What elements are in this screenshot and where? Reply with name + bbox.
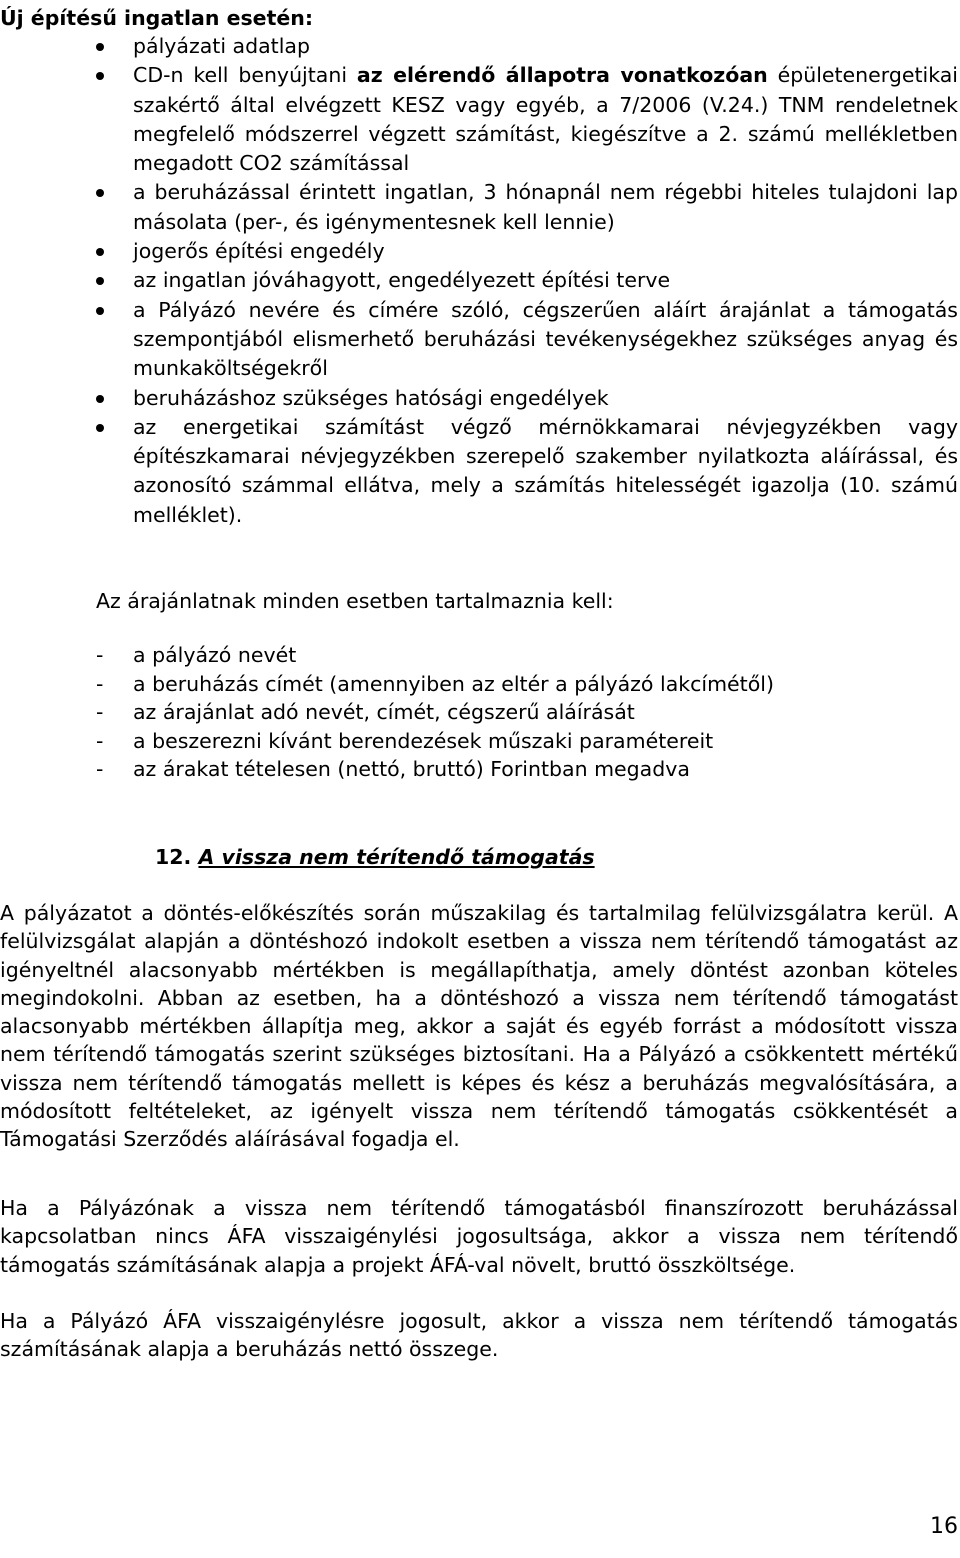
list-item-text-start: CD-n kell benyújtani	[133, 63, 357, 88]
dash-marker: -	[96, 671, 104, 696]
body-paragraph: Ha a Pályázónak a vissza nem térítendő támogatásból finanszírozott beruházással kapcsolatban nincs ÁFA visszaigénylési jogosultsága, akkor a vissza nem térítendő támogatás számításának alapja a projekt ÁFÁ-val növelt, bruttó összköltsége.	[0, 1196, 958, 1277]
bullet-icon	[96, 72, 104, 80]
list-item-text: a beruházás címét (amennyiben az eltér a pályázó lakcímétől)	[133, 671, 774, 696]
bullet-icon	[96, 43, 104, 51]
list-item	[0, 641, 960, 670]
bullet-icon	[96, 307, 104, 315]
dash-marker: -	[96, 757, 104, 781]
list-item-text: a beszerezni kívánt berendezések műszaki paramétereit	[133, 728, 714, 753]
list-item-text: az energetikai számítást végző mérnökkamarai névjegyzékben vagy építészkamarai névjegyzékben szerepelő szakember nyilatkozta aláírással, és azonosító számmal ellátva, mely a számítás hitelességét igazolja (10. számú melléklet).	[133, 414, 958, 527]
dash-marker: -	[96, 700, 104, 724]
list-item-text: beruházáshoz szükséges hatósági engedélyek	[133, 385, 609, 410]
list-item-text: az árajánlat adó nevét, címét, cégszerű aláírását	[133, 700, 635, 724]
bullet-icon	[96, 395, 104, 403]
bullet-icon	[96, 248, 104, 256]
body-paragraph: A pályázatot a döntés-előkészítés során műszakilag és tartalmilag felülvizsgálatra kerül. A felülvizsgálat alapján a döntéshozó indokolt esetben a vissza nem térítendő támogatást az igényeltnél alacsonyabb mértékben is megállapíthatja, amely döntést azonban köteles megindokolni. Abban az esetben, ha a döntéshozó a vissza nem térítendő támogatást alacsonyabb mértékben állapítja meg, akkor a saját és egyéb forrást a módosított vissza nem térítendő támogatás szerint szükséges biztosítani. Ha a Pályázó a csökkentett mértékű vissza nem térítendő támogatás mellett is képes és kész a beruházás megvalósítására, a módosított feltételeket, az igényelt vissza nem térítendő támogatás csökkentését a Támogatási Szerződés aláírásával fogadja el.	[0, 901, 958, 1152]
section-number: 12.	[155, 845, 192, 869]
list-item-text-end: épületenergetikai szakértő által elvégzett KESZ vagy egyéb, a 7/2006 (V.24.) TNM rendeletnek megfelelő módszerrel végzett számítást, kiegészítve a 2. számú mellékletben megadott CO2 számítással	[133, 63, 958, 176]
required-documents-list	[0, 32, 960, 530]
list-item	[0, 237, 960, 266]
list-item-text: az árakat tételesen (nettó, bruttó) Forintban megadva	[133, 757, 690, 781]
section-title	[155, 842, 595, 872]
dash-marker: -	[96, 728, 104, 753]
list-item	[0, 698, 960, 727]
list-item-text: az ingatlan jóváhagyott, engedélyezett építési terve	[133, 268, 671, 293]
list-item	[0, 755, 960, 784]
list-item	[0, 32, 960, 61]
list-item	[0, 178, 960, 237]
page-number: 16	[930, 1514, 958, 1539]
section-title-text: A vissza nem térítendő támogatás	[198, 845, 595, 869]
list-item-text: pályázati adatlap	[133, 34, 310, 58]
list-item-text-bold: az elérendő állapotra vonatkozóan	[356, 63, 768, 88]
dash-marker: -	[96, 643, 104, 667]
offer-requirements-list	[0, 641, 960, 784]
list-item	[0, 266, 960, 295]
list-item-text: a Pályázó nevére és címére szóló, cégszerűen aláírt árajánlat a támogatás szempontjából elismerhető beruházási tevékenységekhez szükséges anyag és munkaköltségekről	[133, 297, 958, 381]
list-item	[0, 61, 960, 178]
list-item	[0, 413, 960, 530]
bullet-icon	[96, 277, 104, 285]
list-item	[0, 727, 960, 756]
body-paragraph: Ha a Pályázó ÁFA visszaigénylésre jogosult, akkor a vissza nem térítendő támogatás számításának alapja a beruházás nettó összege.	[0, 1309, 958, 1362]
list-item-text: a pályázó nevét	[133, 643, 297, 667]
offer-requirements-intro: Az árajánlatnak minden esetben tartalmaznia kell:	[96, 589, 614, 613]
list-item	[0, 670, 960, 699]
list-item-text: a beruházással érintett ingatlan, 3 hónapnál nem régebbi hiteles tulajdoni lap másolata (per-, és igénymentesnek kell lennie)	[133, 180, 958, 234]
bullet-icon	[96, 424, 104, 432]
list-item	[0, 296, 960, 384]
list-item	[0, 384, 960, 413]
bullet-icon	[96, 189, 104, 197]
list-item-text: jogerős építési engedély	[133, 239, 385, 264]
section-heading: Új építésű ingatlan esetén:	[0, 6, 314, 30]
